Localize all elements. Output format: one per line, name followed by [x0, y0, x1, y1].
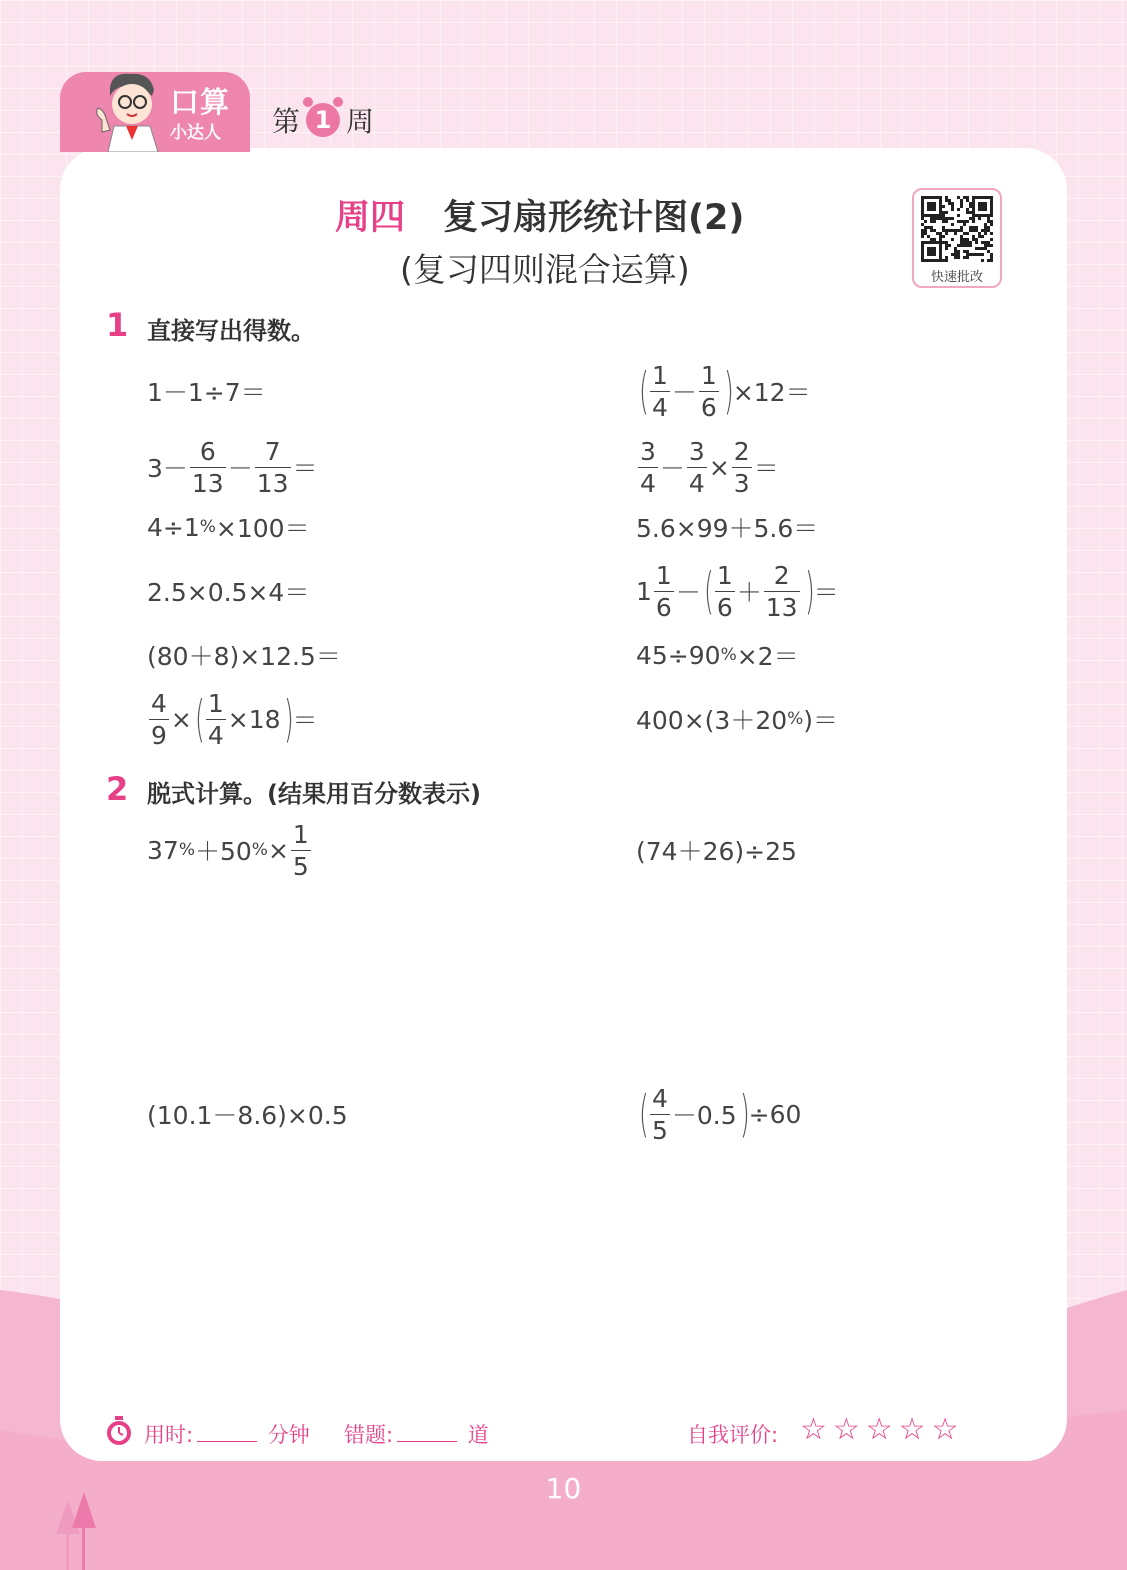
title-main: 复习扇形统计图(2) [443, 198, 745, 238]
time-input-blank[interactable] [197, 1441, 257, 1442]
time-used [144, 1419, 310, 1449]
page-subtitle: (复习四则混合运算) [400, 250, 690, 289]
title-day: 周四 [335, 198, 406, 238]
tree-decoration-icon [54, 1492, 98, 1570]
problem-1-11: $\frac{4}{9}$ × ( $\frac{1}{4}$ ×18 ) ＝ [151, 688, 318, 750]
problem-1-6: 5.6×99＋5.6＝ [636, 514, 819, 543]
week-label [272, 100, 374, 140]
self-eval-stars[interactable]: ☆☆☆☆☆ [800, 1412, 965, 1447]
badge-title: 口算 [170, 85, 231, 119]
page-title [335, 190, 744, 240]
page-number: 10 [545, 1472, 582, 1505]
problem-1-4: $\frac{3}{4}$ － $\frac{3}{4}$ × $\frac{2}{3}$ ＝ [640, 436, 779, 498]
qr-code[interactable] [912, 188, 1002, 288]
problem-2-2: (74＋26)÷25 [636, 837, 797, 866]
problem-2-4: ( $\frac{4}{5}$ －0.5 ) ÷60 [639, 1083, 802, 1145]
qr-label: 快速批改 [930, 270, 983, 285]
errors-input-blank[interactable] [397, 1441, 457, 1442]
time-unit: 分钟 [267, 1423, 310, 1447]
problem-1-2: ( $\frac{1}{4}$ － $\frac{1}{6}$ ) ×12＝ [639, 360, 811, 422]
section-1-instruction: 直接写出得数。 [147, 317, 315, 345]
week-number: 1 [306, 103, 340, 137]
week-prefix: 第 [272, 105, 301, 138]
problem-1-5: 4÷1 % ×100＝ [147, 512, 310, 543]
problem-1-8: 1 $\frac{1}{6}$ － ( $\frac{1}{6}$ ＋ $\frac{2}{13}$ ) ＝ [636, 560, 839, 622]
qr-code-icon [921, 196, 993, 264]
badge-subtitle: 小达人 [170, 123, 221, 143]
problem-1-3: 3－ $\frac{6}{13}$ － $\frac{7}{13}$ ＝ [147, 436, 318, 498]
error-count [344, 1419, 489, 1449]
stopwatch-icon [105, 1415, 133, 1447]
section-2-number: 2 [106, 770, 129, 808]
problem-1-1: 1－1÷7＝ [147, 378, 266, 407]
week-suffix: 周 [346, 105, 375, 138]
problem-2-3: (10.1－8.6)×0.5 [147, 1101, 348, 1130]
section-2-instruction: 脱式计算。(结果用百分数表示) [147, 780, 481, 808]
problem-2-1: 37 % ＋50 % × $\frac{1}{5}$ [147, 819, 309, 881]
errors-label: 错题: [344, 1423, 394, 1447]
mascot-boy-icon [80, 70, 170, 152]
problem-1-12: 400×(3＋20 % )＝ [636, 706, 839, 735]
problem-1-10: 45÷90 % ×2＝ [636, 640, 799, 671]
section-1-number: 1 [106, 306, 129, 344]
self-eval-label: 自我评价: [687, 1423, 779, 1447]
errors-unit: 道 [467, 1423, 489, 1447]
problem-1-9: (80＋8)×12.5＝ [147, 642, 341, 671]
problem-1-7: 2.5×0.5×4＝ [147, 578, 310, 607]
time-label: 用时: [144, 1423, 194, 1447]
